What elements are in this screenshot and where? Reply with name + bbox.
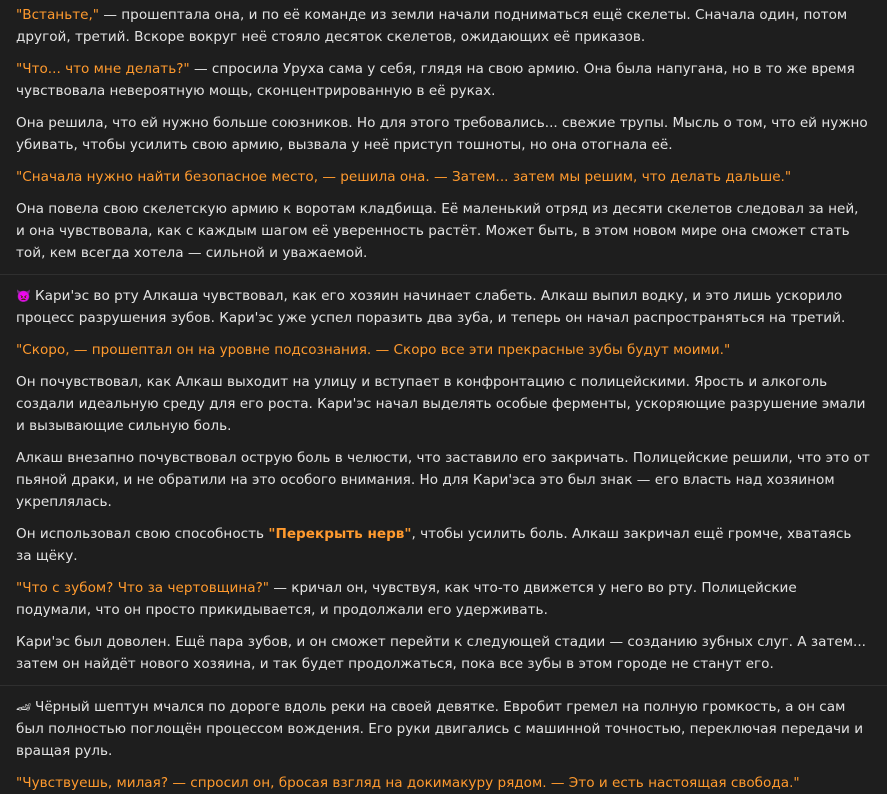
section-divider: [0, 685, 887, 686]
paragraph-text: — спросила Уруха сама у себя, глядя на свою армию. Она была напугана, но в то же время чувствовала невероятную мощь, сконцентрированную в её руках.: [16, 61, 855, 99]
paragraph: [16, 58, 871, 102]
paragraph-text: — кричал он, чувствуя, как что-то движется у него во рту. Полицейские подумали, что он просто прикидывается, и продолжали его удерживать.: [16, 580, 797, 618]
devil-emoji-icon: 👿: [16, 289, 31, 303]
ability-name: "Перекрыть нерв": [268, 526, 412, 542]
story-section-whisperer: [0, 696, 887, 794]
paragraph: [16, 577, 871, 621]
story-section-uruha: [0, 0, 887, 264]
paragraph: [16, 4, 871, 48]
paragraph-text: Чёрный шептун мчался по дороге вдоль реки на своей девятке. Евробит гремел на полную громкость, а он сам был полностью поглощён процессом вождения. Его руки двигались с машинной точностью, переключая передачи и вращая руль.: [16, 699, 864, 759]
dialogue-quote: "Сначала нужно найти безопасное место, — решила она. — Затем... затем мы решим, что делать дальше.": [16, 169, 792, 185]
dialogue-quote: "Чувствуешь, милая? — спросил он, бросая взгляд на докимакуру рядом. — Это и есть настоящая свобода.": [16, 775, 800, 791]
paragraph-text: — прошептала она, и по её команде из земли начали подниматься ещё скелеты. Сначала один, потом другой, третий. Вскоре вокруг неё стояло десяток скелетов, ожидающих её приказов.: [16, 7, 848, 45]
story-section-karies: [0, 285, 887, 675]
paragraph-text: , чтобы усилить боль. Алкаш закричал ещё громче, хватаясь за щёку.: [16, 526, 852, 564]
race-car-emoji-icon: 🏎: [16, 700, 32, 714]
dialogue-quote: "Что... что мне делать?": [16, 61, 190, 77]
paragraph-text: Кари'эс во рту Алкаша чувствовал, как его хозяин начинает слабеть. Алкаш выпил водку, и это лишь ускорило процесс разрушения зубов. Кари'эс уже успел поразить два зуба, и теперь он начал распространяться на третий.: [16, 288, 846, 326]
paragraph: [16, 523, 871, 567]
paragraph: Алкаш внезапно почувствовал острую боль в челюсти, что заставило его закричать. Полицейские решили, что это от пьяной драки, и не обратили на это особого внимания. Но для Кари'эса это был знак — его власть над хозяином укреплялась.: [16, 450, 870, 510]
dialogue-quote: "Что с зубом? Что за чертовщина?": [16, 580, 270, 596]
paragraph: [16, 285, 871, 329]
paragraph: Она повела свою скелетскую армию к воротам кладбища. Её маленький отряд из десяти скелетов следовал за ней, и она чувствовала, как с каждым шагом её уверенность растёт. Может быть, в этом новом мире она сможет стать той, кем всегда хотела — сильной и уважаемой.: [16, 201, 859, 261]
paragraph: Она решила, что ей нужно больше союзников. Но для этого требовались... свежие трупы. Мысль о том, что ей нужно убивать, чтобы усилить свою армию, вызвала у неё приступ тошноты, но она отогнала её.: [16, 115, 868, 153]
section-divider: [0, 274, 887, 275]
dialogue-quote: "Скоро, — прошептал он на уровне подсознания. — Скоро все эти прекрасные зубы будут моими.": [16, 342, 731, 358]
paragraph: [16, 696, 871, 762]
paragraph: Он почувствовал, как Алкаш выходит на улицу и вступает в конфронтацию с полицейскими. Ярость и алкоголь создали идеальную среду для его роста. Кари'эс начал выделять особые ферменты, ускоряющие разрушение эмали и вызывающие сильную боль.: [16, 374, 866, 434]
dialogue-quote: "Встаньте,": [16, 7, 100, 23]
paragraph-text: Он использовал свою способность: [16, 526, 269, 542]
paragraph: Кари'эс был доволен. Ещё пара зубов, и он сможет перейти к следующей стадии — созданию зубных слуг. А затем... затем он найдёт нового хозяина, и так будет продолжаться, пока все зубы в этом городе не станут его.: [16, 634, 866, 672]
